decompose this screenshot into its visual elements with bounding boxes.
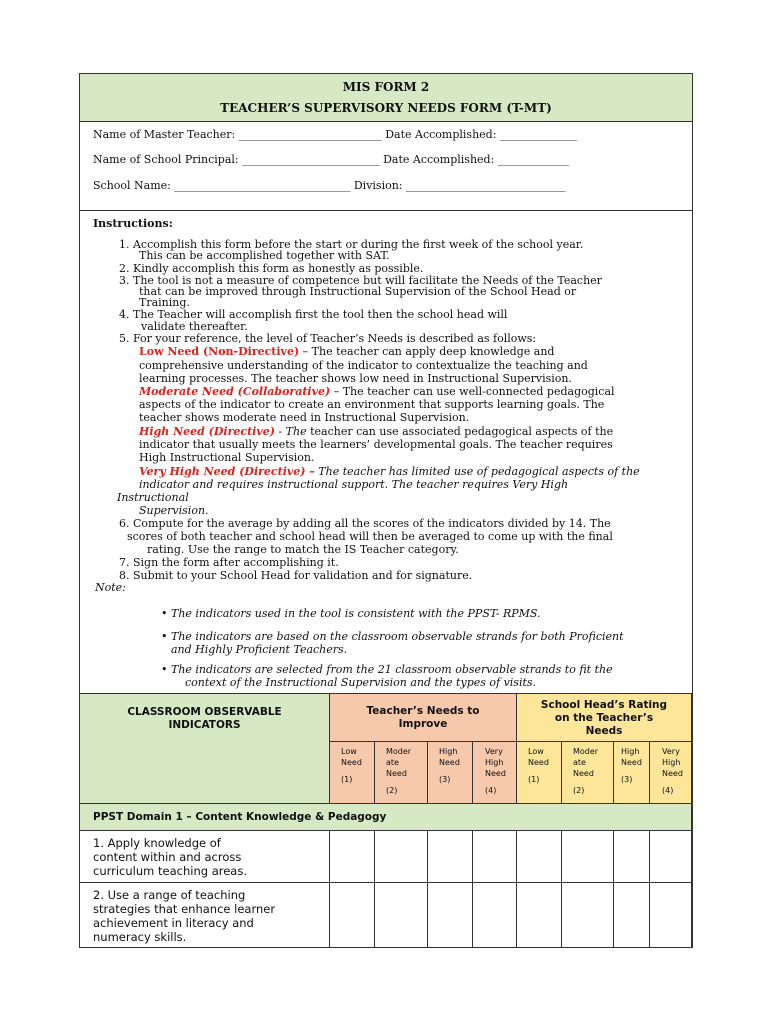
indicator-2-line2: strategies that enhance learner bbox=[93, 902, 276, 916]
high-need-text: teacher can use associated pedagogical aspects of the bbox=[306, 425, 614, 438]
high-need-desc-b: indicator that usually meets the learners’ developmental goals. The teacher requires bbox=[139, 438, 613, 451]
head-very-high-need-header bbox=[650, 742, 692, 804]
teacher-very-high-need-header bbox=[473, 742, 517, 804]
instructions-section bbox=[80, 211, 692, 693]
very-high-need-desc-b: indicator and requires instructional support. The teacher requires Very High bbox=[139, 478, 569, 491]
low-need-desc-b: comprehensive understanding of the indicator to contextualize the teaching and bbox=[139, 359, 588, 372]
level-text: Low bbox=[528, 747, 544, 756]
level-number: (1) bbox=[528, 775, 540, 784]
indicator-1-head-high-cell[interactable] bbox=[614, 831, 650, 883]
form-title-bar bbox=[80, 74, 692, 122]
indicator-1-head-low-cell[interactable] bbox=[517, 831, 562, 883]
head-low-need-header bbox=[517, 742, 562, 804]
indicator-1-line2: content within and across bbox=[93, 850, 242, 864]
indicator-2 bbox=[80, 883, 330, 948]
indicator-2-head-very-high-cell[interactable] bbox=[650, 883, 692, 948]
level-text: Need bbox=[662, 769, 683, 778]
moderate-need-text: – The teacher can use well-connected pedagogical bbox=[330, 385, 615, 398]
very-high-need-line bbox=[139, 465, 640, 478]
head-high-need-header bbox=[614, 742, 650, 804]
note-label: Note: bbox=[95, 581, 126, 594]
level-text: Need bbox=[621, 758, 642, 767]
indicator-1 bbox=[80, 831, 330, 883]
note-2-cont: and Highly Proficient Teachers. bbox=[171, 643, 348, 656]
level-text: Very bbox=[485, 747, 503, 756]
indicators-table bbox=[80, 693, 692, 948]
info-section bbox=[80, 122, 692, 211]
master-teacher-line[interactable]: Name of Master Teacher: __________________________ Date Accomplished: ______________ bbox=[93, 128, 577, 141]
low-need-label: Low Need (Non-Directive) bbox=[139, 345, 300, 358]
teacher-needs-header-line1: Teacher’s Needs to bbox=[366, 705, 480, 717]
level-text: ate bbox=[386, 758, 399, 767]
very-high-need-label: Very High Need (Directive) – bbox=[139, 465, 315, 478]
level-text: High bbox=[662, 758, 681, 767]
teacher-moderate-need-header bbox=[375, 742, 428, 804]
high-need-line bbox=[139, 425, 613, 438]
level-text: Need bbox=[341, 758, 362, 767]
low-need-desc-c: learning processes. The teacher shows low need in Instructional Supervision. bbox=[139, 372, 572, 385]
indicator-1-head-very-high-cell[interactable] bbox=[650, 831, 692, 883]
level-text: ate bbox=[573, 758, 586, 767]
note-3: • The indicators are selected from the 21 classroom observable strands to fit the bbox=[161, 663, 613, 676]
indicator-2-teacher-high-cell[interactable] bbox=[428, 883, 473, 948]
indicator-2-head-low-cell[interactable] bbox=[517, 883, 562, 948]
instruction-8: 8. Submit to your School Head for validation and for signature. bbox=[119, 569, 473, 582]
instruction-7: 7. Sign the form after accomplishing it. bbox=[119, 556, 339, 569]
very-high-need-text: The teacher has limited use of pedagogical aspects of the bbox=[314, 465, 640, 478]
indicators-header-line2: INDICATORS bbox=[168, 719, 241, 731]
level-text: Low bbox=[341, 747, 357, 756]
indicator-2-teacher-moderate-cell[interactable] bbox=[375, 883, 428, 948]
level-text: High bbox=[439, 747, 458, 756]
instruction-3-cont2: Training. bbox=[139, 296, 190, 309]
indicator-2-line3: achievement in literacy and bbox=[93, 916, 254, 930]
very-high-need-desc-d: Supervision. bbox=[139, 504, 209, 517]
indicator-1-line3: curriculum teaching areas. bbox=[93, 864, 247, 878]
indicator-2-teacher-low-cell[interactable] bbox=[330, 883, 375, 948]
indicator-2-line1: 2. Use a range of teaching bbox=[93, 888, 246, 902]
note-1: • The indicators used in the tool is consistent with the PPST- RPMS. bbox=[161, 607, 541, 620]
level-text: Need bbox=[386, 769, 407, 778]
instructions-heading: Instructions: bbox=[93, 217, 173, 230]
instruction-3: 3. The tool is not a measure of competence but will facilitate the Needs of the Teacher bbox=[119, 274, 602, 287]
indicator-1-teacher-moderate-cell[interactable] bbox=[375, 831, 428, 883]
moderate-need-line bbox=[139, 385, 615, 398]
note-3-cont: context of the Instructional Supervision and the types of visits. bbox=[185, 676, 537, 689]
school-head-header bbox=[517, 693, 692, 742]
indicator-2-line4: numeracy skills. bbox=[93, 930, 187, 944]
level-text: High bbox=[621, 747, 640, 756]
moderate-need-label: Moderate Need (Collaborative) bbox=[139, 385, 331, 398]
level-text: High bbox=[485, 758, 504, 767]
instruction-4: 4. The Teacher will accomplish first the tool then the school head will bbox=[119, 308, 508, 321]
moderate-need-desc-c: teacher shows moderate need in Instructional Supervision. bbox=[139, 411, 470, 424]
school-head-header-line2: on the Teacher’s bbox=[554, 712, 654, 724]
school-head-header-line3: Needs bbox=[585, 725, 623, 737]
indicators-header bbox=[80, 693, 330, 804]
teacher-high-need-header bbox=[428, 742, 473, 804]
indicators-header-line1: CLASSROOM OBSERVABLE bbox=[127, 706, 282, 718]
instruction-6: 6. Compute for the average by adding all the scores of the indicators divided by 14. The bbox=[119, 517, 611, 530]
high-need-dash: - bbox=[274, 425, 286, 438]
indicator-1-line1: 1. Apply knowledge of bbox=[93, 836, 221, 850]
indicator-1-teacher-high-cell[interactable] bbox=[428, 831, 473, 883]
level-number: (2) bbox=[386, 786, 398, 795]
domain-1-row: PPST Domain 1 – Content Knowledge & Pedagogy bbox=[80, 804, 692, 831]
indicator-2-head-moderate-cell[interactable] bbox=[562, 883, 614, 948]
indicator-1-teacher-low-cell[interactable] bbox=[330, 831, 375, 883]
instruction-4-cont: validate thereafter. bbox=[141, 320, 248, 333]
level-text: Need bbox=[485, 769, 506, 778]
school-head-header-line1: School Head’s Rating bbox=[540, 699, 668, 711]
instruction-6-cont2: rating. Use the range to match the IS Teacher category. bbox=[147, 543, 459, 556]
level-number: (3) bbox=[621, 775, 633, 784]
level-text: Need bbox=[573, 769, 594, 778]
school-principal-line[interactable]: Name of School Principal: _________________________ Date Accomplished: _____________ bbox=[93, 153, 570, 166]
high-need-desc-c: High Instructional Supervision. bbox=[139, 451, 315, 464]
high-need-the: The bbox=[285, 425, 307, 438]
level-number: (3) bbox=[439, 775, 451, 784]
level-text: Need bbox=[528, 758, 549, 767]
teacher-needs-header bbox=[330, 693, 517, 742]
low-need-text: – The teacher can apply deep knowledge and bbox=[299, 345, 555, 358]
level-number: (4) bbox=[485, 786, 497, 795]
instruction-3-cont: that can be improved through Instructional Supervision of the School Head or bbox=[139, 285, 577, 298]
instruction-1: 1. Accomplish this form before the start or during the first week of the school year. bbox=[119, 238, 584, 251]
level-number: (2) bbox=[573, 786, 585, 795]
head-moderate-need-header bbox=[562, 742, 614, 804]
form-title: MIS FORM 2 bbox=[342, 80, 430, 94]
instruction-2: 2. Kindly accomplish this form as honestly as possible. bbox=[119, 262, 424, 275]
moderate-need-desc-b: aspects of the indicator to create an environment that supports learning goals. The bbox=[139, 398, 605, 411]
form-subtitle: TEACHER’S SUPERVISORY NEEDS FORM (T-MT) bbox=[220, 101, 552, 115]
level-text: Need bbox=[439, 758, 460, 767]
instruction-5: 5. For your reference, the level of Teacher’s Needs is described as follows: bbox=[119, 332, 537, 345]
level-number: (1) bbox=[341, 775, 353, 784]
low-need-line bbox=[139, 345, 554, 358]
note-2: • The indicators are based on the classroom observable strands for both Proficient bbox=[161, 630, 624, 643]
level-text: Moder bbox=[386, 747, 412, 756]
instruction-1-cont: This can be accomplished together with SAT. bbox=[139, 249, 390, 262]
form-frame bbox=[79, 73, 693, 948]
teacher-low-need-header bbox=[330, 742, 375, 804]
school-name-line[interactable]: School Name: ________________________________ Division: _____________________________ bbox=[93, 179, 566, 192]
indicator-1-head-moderate-cell[interactable] bbox=[562, 831, 614, 883]
level-number: (4) bbox=[662, 786, 674, 795]
level-text: Moder bbox=[573, 747, 599, 756]
instruction-6-cont: scores of both teacher and school head will then be averaged to come up with the final bbox=[127, 530, 613, 543]
teacher-needs-header-line2: Improve bbox=[398, 718, 448, 730]
level-text: Very bbox=[662, 747, 680, 756]
indicator-2-teacher-very-high-cell[interactable] bbox=[473, 883, 517, 948]
indicator-2-head-high-cell[interactable] bbox=[614, 883, 650, 948]
indicator-1-teacher-very-high-cell[interactable] bbox=[473, 831, 517, 883]
very-high-need-desc-c: Instructional bbox=[117, 491, 189, 504]
high-need-label: High Need (Directive) bbox=[139, 425, 275, 438]
